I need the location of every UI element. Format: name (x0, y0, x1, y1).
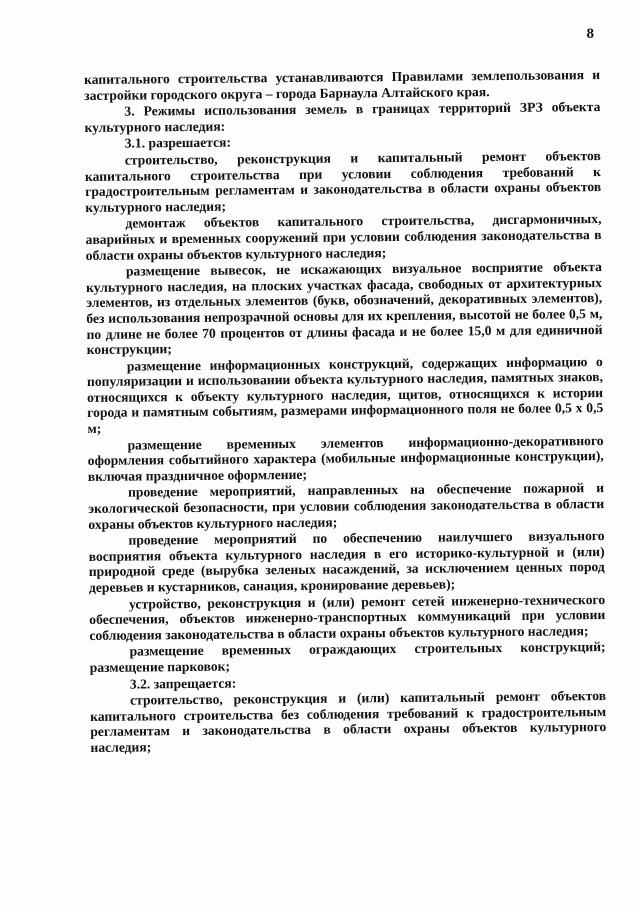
paragraph: проведение мероприятий, направленных на обеспечение пожарной и экологической безопасности, при условии соблюдения законодательства в области охраны объектов культурного наследия; (88, 480, 605, 532)
paragraph: размещение информационных конструкций, содержащих информацию о популяризации и использовании объекта культурного наследия, памятных знаков, относящихся к объекту культурного наследия, щитов, относящихся к истории города и памятным событиям, размерами информационного поля не более 0,5 х 0,5 м; (86, 353, 604, 437)
paragraph-section-heading: 3. Режимы использования земель в границах территорий ЗРЗ объекта культурного наследия: (84, 99, 601, 135)
paragraph: проведение мероприятий по обеспечению наилучшего визуального восприятия объекта культурного наследия в его историко-культурной и (или) природной среде (вырубка зеленых насаждений, за исключением ценных пород деревьев и кустарников, санация, кронирование деревьев); (88, 528, 605, 595)
paragraph: капитального строительства устанавливаются Правилами землепользования и застройки городского округа – города Барнаула Алтайского края. (84, 67, 601, 103)
paragraph: размещение временных элементов информационно-декоративного оформления событийного характера (мобильные информационные конструкции), включая праздничное оформление; (87, 432, 604, 484)
paragraph: размещение временных ограждающих строительных конструкций; размещение парковок; (89, 639, 606, 675)
paragraph-subsection-forbidden: 3.2. запрещается: (129, 675, 237, 692)
paragraph: демонтаж объектов капитального строительства, дисгармоничных, аварийных и временных сооружений при условии соблюдения законодательства в области охраны объектов культурного наследия; (85, 211, 602, 263)
paragraph: размещение вывесок, не искажающих визуальное восприятие объекта культурного наследия, на плоских участках фасада, свободных от архитектурных элементов, из отдельных элементов (букв, обозначений, декоративных элементов), без использования непрозрачной основы для их крепления, высотой не более 0,5 м, по длине не более 70 процентов от длины фасада и не более 15,0 м для единичной конструкции; (85, 259, 603, 358)
paragraph-subsection-allowed: 3.1. разрешается: (124, 134, 232, 151)
document-body (84, 67, 607, 756)
paragraph: строительство, реконструкция и (или) капитальный ремонт объектов капитального строительства без соблюдения требований к градостроительным регламентам и законодательства в области охраны объектов культурного наследия; (90, 688, 607, 755)
page-number: 8 (586, 26, 594, 42)
paragraph: устройство, реконструкция и (или) ремонт сетей инженерно-технического обеспечения, объектов инженерно-транспортных коммуникаций при условии соблюдения законодательства в области охраны объектов культурного наследия; (89, 591, 606, 643)
paragraph: строительство, реконструкция и капитальный ремонт объектов капитального строительства при условии соблюдения требований к градостроительным регламентам и законодательства в области охраны объектов культурного наследия; (84, 148, 602, 215)
